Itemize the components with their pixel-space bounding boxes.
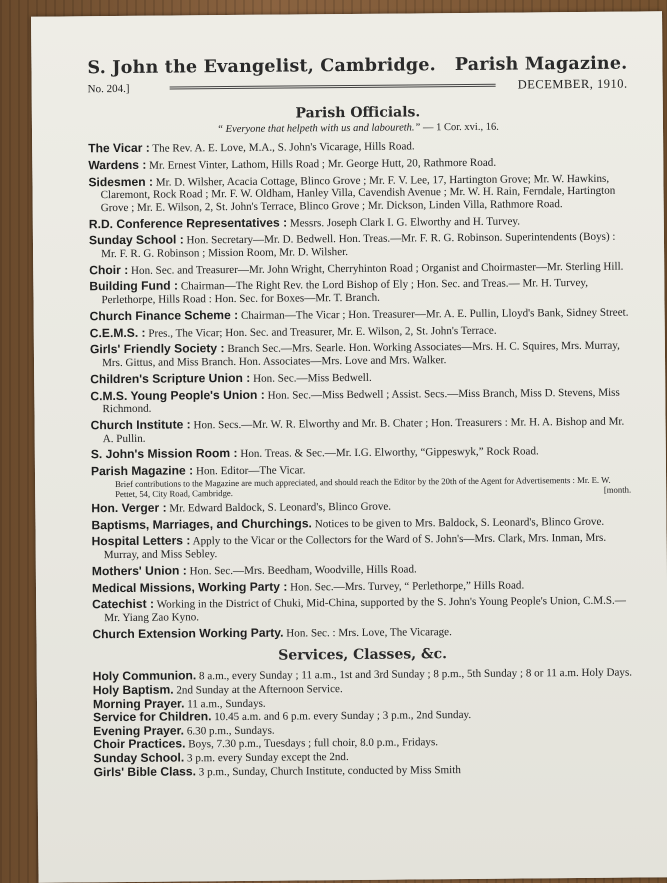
entry-label: Medical Missions, Working Party : [91,579,288,595]
service-text: 3 p.m., Sunday, Church Institute, conducted by Miss Smith [198,763,461,778]
entry-label: Hon. Verger : [91,500,167,516]
entry-text: Hon. Treas. & Sec.—Mr. I.G. Elworthy, “Gippeswyk,” Rock Road. [240,445,539,461]
entry-text: Apply to the Vicar or the Collectors for the Ward of S. John's—Mrs. Clark, Mrs. Inman, Mrs. Murray, and Miss Sebley. [103,532,607,562]
entry-text: Mr. D. Wilsher, Acacia Cottage, Blinco Grove ; Mr. F. V. Lee, 17, Hartington Grove; Mr. W. Hawkins, Claremont, Rock Road ; Mr. F. W. Oldham, Hanley Villa, Cavendish Avenue ; Mr. W. H. Rain, Ferndale, Hartington Grove ; Mr. E. Wilson, 2, St. John's Terrace, Blinco Grove ; Mr. Dickson, Linden Villa, Rathmore Road. [100,172,616,214]
list-item [91,497,631,515]
list-item [92,623,632,641]
service-label: Holy Baptism. [92,682,174,698]
list-item [90,368,630,386]
entry-text: Mr. Edward Baldock, S. Leonard's, Blinco Grove. [169,500,392,515]
note-text: Brief contributions to the Magazine are much appreciated, and should reach the Editor by the 20th of the Agent for Advertisements : Mr. E. W. Pettet, 54, City Road, Cambridge. [115,474,611,499]
list-item [89,276,629,307]
list-item [92,560,632,578]
service-text: 11 a.m., Sundays. [187,697,266,710]
entry-label: Sidesmen : [88,174,154,189]
entry-text: Messrs. Joseph Clark I. G. Elworthy and H. Turvey. [289,215,521,230]
issue-number: No. 204.] [87,82,130,95]
list-item [90,322,630,340]
list-item [91,514,631,532]
list-item [94,761,634,779]
entry-text: Hon. Editor—The Vicar. [195,464,306,478]
entry-text: Notices to be given to Mrs. Baldock, S. Leonard's, Blinco Grove. [314,515,605,530]
entry-label: Parish Magazine : [90,463,194,479]
list-item [89,259,629,277]
entry-label: Church Extension Working Party. [92,625,284,641]
entry-label: Sunday School : [88,232,184,248]
officials-list [88,138,632,642]
service-label: Sunday School. [93,750,185,766]
list-item [88,171,628,214]
entry-text: Hon. Sec. and Treasurer—Mr. John Wright, Cherryhinton Road ; Organist and Choirmaster—Mr. Sterling Hill. [130,260,624,277]
issue-line [88,77,628,97]
entry-label: Mothers' Union : [91,563,187,579]
service-text: 6.30 p.m., Sundays. [186,724,275,738]
list-item [88,138,628,156]
entry-label: Building Fund : [89,278,179,294]
entry-label: The Vicar : [88,140,150,156]
entry-text: Mr. Ernest Vinter, Lathom, Hills Road ; Mr. George Hutt, 20, Rathmore Road. [149,156,497,172]
magazine-page [31,11,667,882]
service-text: 8 a.m., every Sunday ; 11 a.m., 1st and 3rd Sunday ; 8 p.m., 5th Sunday ; 8 or 11 a.m. Holy Days. [198,666,633,683]
entry-text: Hon. Secs.—Mr. W. R. Elworthy and Mr. B. Chater ; Hon. Treasurers : Mr. H. A. Bishop and Mr. A. Pullin. [102,415,625,445]
page-content [87,54,633,780]
entry-label: Baptisms, Marriages, and Churchings. [91,515,312,532]
entry-label: Children's Scripture Union : [90,370,251,387]
issue-date: DECEMBER, 1910. [517,76,628,92]
list-item [89,230,629,261]
list-item [92,577,632,595]
magazine-title: Parish Magazine. [454,53,628,76]
services-heading: Services, Classes, &c. [278,646,448,664]
double-rule [169,84,495,90]
list-item [92,594,632,625]
entry-label: Catechist : [92,597,155,612]
entry-text: The Rev. A. E. Love, M.A., S. John's Vicarage, Hills Road. [152,140,415,155]
list-item [89,213,629,231]
service-text: 3 p.m. every Sunday except the 2nd. [186,750,349,765]
entry-text: Hon. Sec.—Miss Bedwell. [253,371,372,385]
entry-text: Hon. Sec.—Mrs. Turvey, “ Perlethorpe,” Hills Road. [290,579,525,594]
list-item [88,154,628,172]
entry-label: Choir : [89,262,129,277]
service-label: Morning Prayer. [92,695,185,711]
service-text: Boys, 7.30 p.m., Tuesdays ; full choir, 8.0 p.m., Fridays. [188,736,439,751]
list-item [91,414,631,445]
list-item [92,531,632,562]
list-item [90,385,630,416]
quote-reference: — 1 Cor. xvi., 16. [422,121,499,134]
entry-text: Hon. Sec.—Miss Bedwell ; Assist. Secs.—Miss Branch, Miss D. Stevens, Miss Richmond. [102,386,620,416]
note-month: [month. [603,484,632,495]
entry-label: C.E.M.S. : [89,325,146,340]
entry-label: S. John's Mission Room : [90,446,238,462]
service-label: Choir Practices. [93,736,186,752]
list-item [91,461,631,499]
entry-label: R.D. Conference Representatives : [88,215,288,231]
service-label: Evening Prayer. [93,723,185,738]
entry-label: Hospital Letters : [91,533,191,549]
officials-heading: Parish Officials. [295,104,421,122]
magazine-note [103,474,631,499]
service-label: Girls' Bible Class. [93,763,197,779]
entry-text: Hon. Sec.—Mrs. Beedham, Woodville, Hills Road. [189,563,417,578]
service-text: 2nd Sunday at the Afternoon Service. [176,682,343,697]
entry-label: Girls' Friendly Society : [89,341,225,357]
scripture-quote [88,121,628,137]
service-label: Service for Children. [93,709,212,725]
list-item [90,339,630,370]
quote-text: “ Everyone that helpeth with us and laboureth.” [217,122,421,136]
entry-label: Wardens : [88,157,147,173]
entry-label: Church Institute : [90,417,191,433]
entry-text: Pres., The Vicar; Hon. Sec. and Treasurer, Mr. E. Wilson, 2, St. John's Terrace. [148,324,497,340]
entry-text: Hon. Sec. : Mrs. Love, The Vicarage. [286,625,452,640]
masthead [87,54,627,79]
list-item [91,444,631,462]
service-label: Holy Communion. [92,668,197,684]
service-text: 10.45 a.m. and 6 p.m. every Sunday ; 3 p.m., 2nd Sunday. [214,709,472,724]
entry-label: C.M.S. Young People's Union : [90,387,265,403]
entry-text: Branch Sec.—Mrs. Searle. Hon. Working Associates—Mrs. H. C. Squires, Mrs. Murray, Mrs. Gittus, and Miss Branch. Hon. Associates—Mrs. Love and Mrs. Walker. [101,340,620,370]
parish-title: S. John the Evangelist, Cambridge. [87,55,437,79]
entry-label: Church Finance Scheme : [89,307,239,324]
entry-text: Chairman—The Right Rev. the Lord Bishop of Ely ; Hon. Sec. and Treas.— Mr. H. Turvey, Perlethorpe, Hills Road : Hon. Sec. for Boxes—Mr. T. Branch. [101,277,589,307]
list-item [90,305,630,323]
entry-text: Chairman—The Vicar ; Hon. Treasurer—Mr. A. E. Pullin, Lloyd's Bank, Sidney Street. [240,306,629,322]
services-section [93,645,634,779]
entry-text: Working in the District of Chuki, Mid-China, supported by the S. John's Young People's Union, C.M.S.—Mr. Yiang Zao Kyno. [104,594,626,625]
entry-text: Hon. Secretary—Mr. D. Bedwell. Hon. Treas.—Mr. F. R. G. Robinson. Superintendents (Boys) : Mr. F. R. G. Robinson ; Mission Room, Mr. D. Wilsher. [101,230,616,261]
